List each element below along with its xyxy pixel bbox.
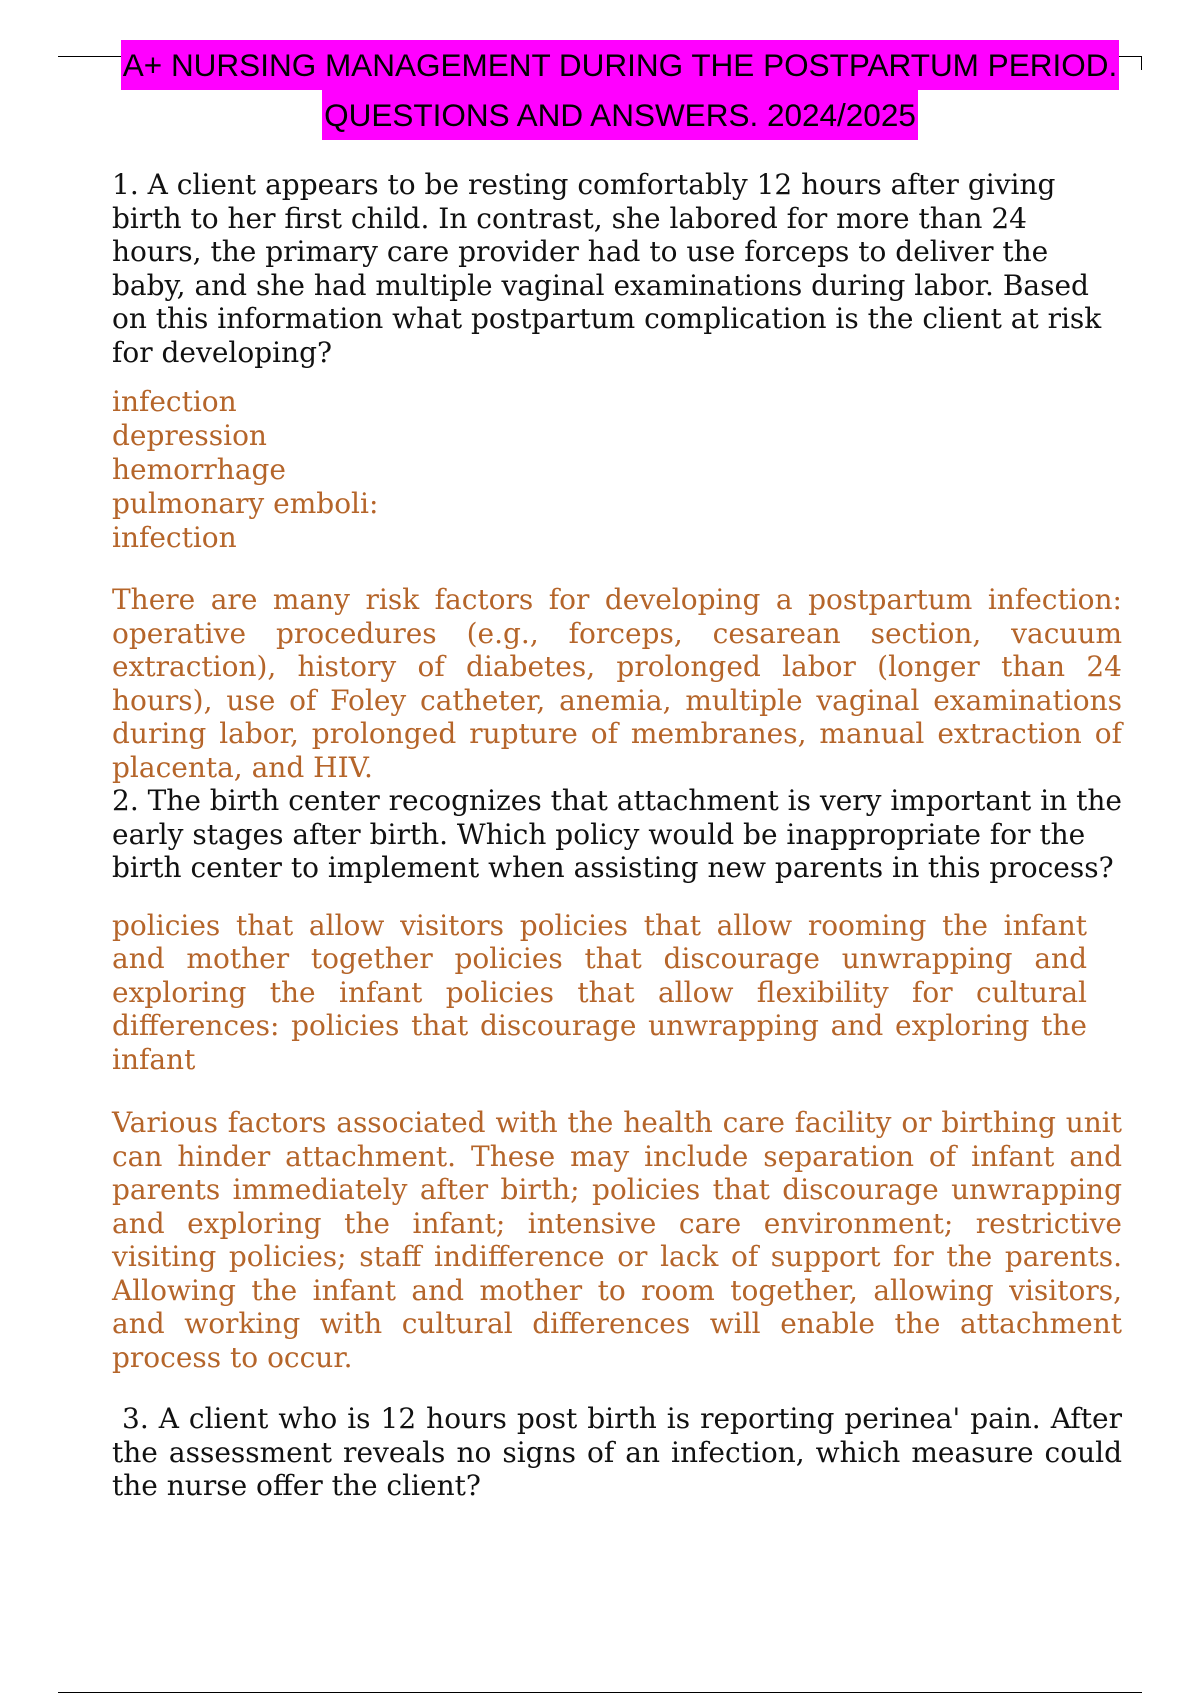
option-item: infection bbox=[112, 385, 237, 418]
document-content bbox=[112, 168, 1131, 1503]
correct-answer: infection bbox=[112, 521, 237, 554]
question-2-answer: policies that allow visitors policies that allow rooming the infant and mother together policies that discourage unwrapping and exploring the infant policies that allow flexibility for cultural differences: policies that discourage unwrapping and exploring the infant bbox=[112, 908, 1087, 1076]
question-2-text: 2. The birth center recognizes that attachment is very important in the early stages after birth. Which policy would be inappropriate for the birth center to implement when assisting new parents in this process? bbox=[112, 784, 1122, 884]
option-item: depression bbox=[112, 419, 267, 452]
footer-rule bbox=[58, 1692, 1142, 1693]
question-1-text: 1. A client appears to be resting comfortably 12 hours after giving birth to her first child. In contrast, she labored for more than 24 hours, the primary care provider had to use forceps to deliver the baby, and she had multiple vaginal examinations during labor. Based on this information what postpartum complication is the client at risk for developing? bbox=[112, 168, 1102, 369]
document-title bbox=[100, 40, 1140, 140]
question-1-rationale: There are many risk factors for developing a postpartum infection: operative procedures (e.g., forceps, cesarean section, vacuum extraction), history of diabetes, prolonged labor (longer than 24 hours), use of Foley catheter, anemia, multiple vaginal examinations during labor, prolonged rupture of membranes, manual extraction of placenta, and HIV. bbox=[112, 583, 1122, 784]
header-rule-tick bbox=[1141, 56, 1142, 70]
question-1-options bbox=[112, 385, 1122, 555]
title-line-1: A+ NURSING MANAGEMENT DURING THE POSTPARTUM PERIOD. bbox=[121, 40, 1119, 90]
option-item: pulmonary emboli: bbox=[112, 487, 379, 520]
question-3-text: 3. A client who is 12 hours post birth is reporting perinea' pain. After the assessment reveals no signs of an infection, which measure could the nurse offer the client? bbox=[112, 1402, 1131, 1502]
title-line-2: QUESTIONS AND ANSWERS. 2024/2025 bbox=[322, 90, 918, 140]
question-2-rationale: Various factors associated with the health care facility or birthing unit can hinder attachment. These may include separation of infant and parents immediately after birth; policies that discourage unwrapping and exploring the infant; intensive care environment; restrictive visiting policies; staff indifference or lack of support for the parents. Allowing the infant and mother to room together, allowing visitors, and working with cultural differences will enable the attachment process to occur. bbox=[112, 1106, 1122, 1374]
option-item: hemorrhage bbox=[112, 453, 287, 486]
